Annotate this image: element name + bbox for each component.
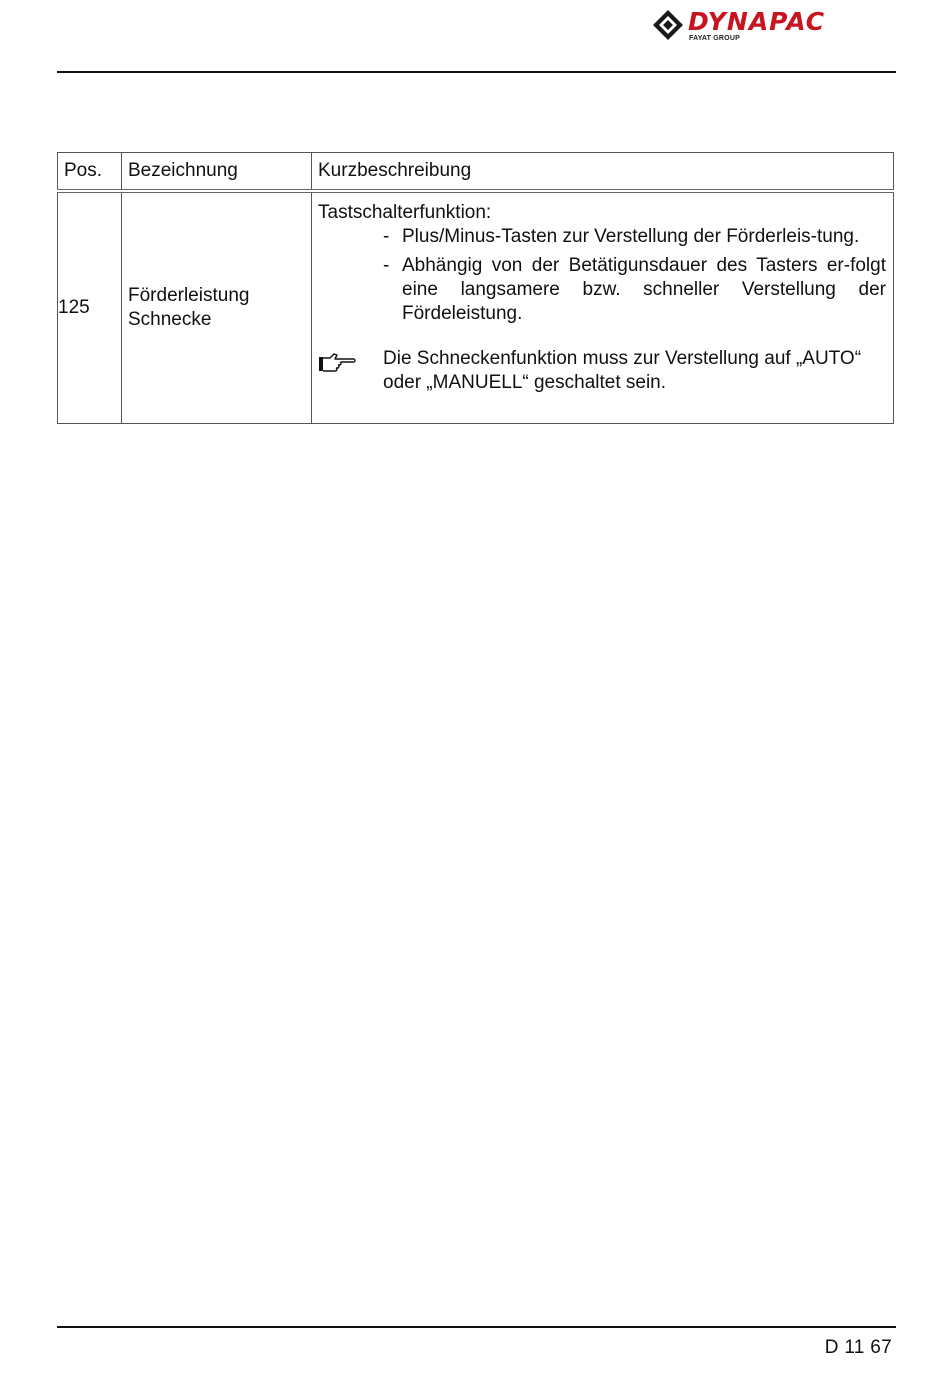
bullet-dash: - [383, 226, 390, 247]
diamond-chevron-logo-icon [652, 9, 684, 41]
pointing-hand-icon [318, 351, 358, 373]
list-item [318, 254, 886, 326]
header-rule [57, 71, 896, 73]
note-text: Die Schneckenfunktion muss zur Verstellung auf „AUTO“ oder „MANUELL“ geschaltet sein. [383, 348, 862, 393]
spec-table [57, 152, 894, 424]
note [318, 347, 886, 395]
table-header-row [58, 153, 894, 192]
logo-wordmark: DYNAPAC [688, 7, 826, 36]
footer-rule [57, 1326, 896, 1328]
row-name [122, 191, 312, 424]
bullet-text: Abhängig von der Betätigunsdauer des Tasters er-folgt eine langsamere bzw. schneller Verstellung der Fördeleistung. [402, 255, 886, 324]
description-lead: Tastschalterfunktion: [318, 202, 492, 223]
header-pos: Pos. [58, 153, 122, 192]
row-name-line2: Schnecke [128, 309, 212, 330]
list-item [318, 225, 886, 249]
page-number: D 11 67 [824, 1337, 892, 1358]
bullet-text: Plus/Minus-Tasten zur Verstellung der Förderleis-tung. [402, 226, 860, 247]
row-pos: 125 [58, 191, 122, 424]
dynapac-logo [652, 6, 902, 46]
bullet-dash: - [383, 255, 390, 276]
logo-tagline: FAYAT GROUP [689, 35, 740, 42]
row-description [312, 191, 894, 424]
header-bezeichnung: Bezeichnung [122, 153, 312, 192]
header-kurzbeschreibung: Kurzbeschreibung [312, 153, 894, 192]
row-name-line1: Förderleistung [128, 285, 250, 306]
table-row [58, 191, 894, 424]
